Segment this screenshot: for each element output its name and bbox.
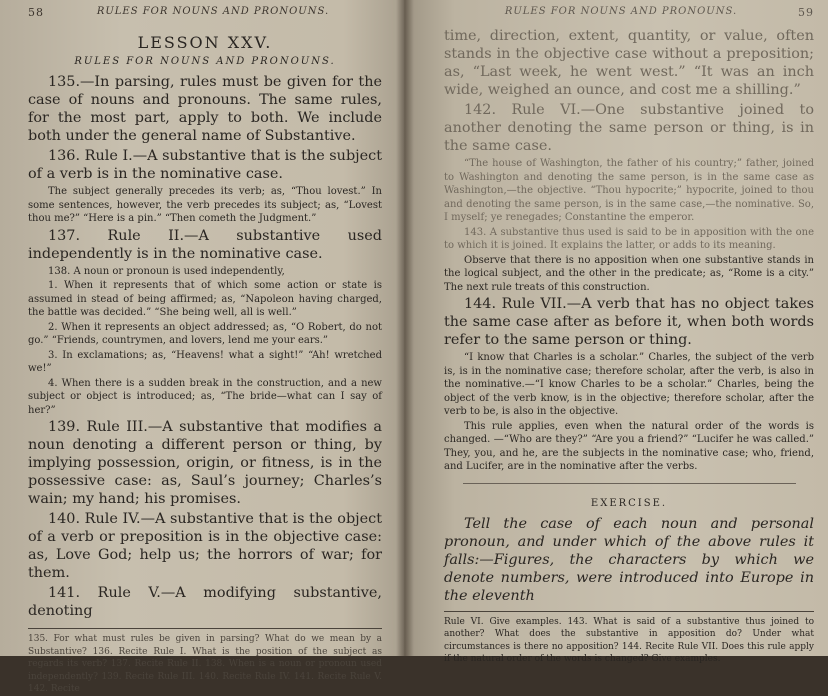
left-running-title: RULES FOR NOUNS AND PRONOUNS.: [96, 6, 330, 17]
footnote-divider: [444, 611, 814, 612]
left-paragraph: 139. Rule III.—A substantive that modifies a noun denoting a different person or thing, by implying possession, origin, or fitness, is in the possessive case: as, Saul’s journey; Charles’s wain; my hand; his promises.: [28, 419, 382, 507]
right-paragraph: 142. Rule VI.—One substantive joined to another denoting the same person or thing, is in the same case.: [444, 102, 814, 154]
right-paragraph: This rule applies, even when the natural order of the words is changed. —“Who are they?” “Are you a friend?” “Lucifer he was called.” They, you, and he, are the subjects in the nominative case; who, friend, and Lucifer, are in the nominative after the verbs.: [444, 420, 814, 472]
right-footnote: Rule VI. Give examples. 143. What is said of a substantive thus joined to another? What does the substantive in apposition do? Under what circumstances is there no apposition? 144. Recite Rule VII. Does this rule apply if the natural order of the words is changed? Give examples.: [444, 616, 814, 664]
right-paragraph: Observe that there is no apposition when one substantive stands in the logical subject, and the other in the predicate; as, “Rome is a city.” The next rule treats of this construction.: [444, 254, 814, 293]
left-paragraph: 137. Rule II.—A substantive used independently is in the nominative case.: [28, 227, 382, 262]
lesson-title: LESSON XXV.: [137, 33, 273, 52]
left-page-number: 58: [28, 6, 44, 19]
exercise-divider: [463, 483, 796, 484]
left-running-head: [28, 6, 382, 19]
left-paragraph: 136. Rule I.—A substantive that is the subject of a verb is in the nominative case.: [28, 148, 382, 182]
right-paragraph: time, direction, extent, quantity, or value, often stands in the objective case without a preposition; as, “Last week, he went west.” “It was an inch wide, weighed an ounce, and cost me a shilling.”: [444, 28, 814, 98]
left-paragraph: 4. When there is a sudden break in the construction, and a new subject or object is introduced; as, “The bride—what can I say of her?”: [28, 377, 382, 416]
exercise-text: Tell the case of each noun and personal pronoun, and under which of the above rules it falls:—Figures, the characters by which we denote numbers, were introduced into Europe in the eleventh: [444, 515, 814, 604]
book-gutter: [396, 0, 414, 656]
right-running-title: RULES FOR NOUNS AND PRONOUNS.: [504, 6, 738, 17]
right-running-head: [444, 6, 814, 19]
left-paragraph: The subject generally precedes its verb; as, “Thou lovest.” In some sentences, however, the verb precedes its subject; as, “Lovest thou me?” “Here is a pin.” “Then cometh the Judgment.”: [28, 186, 382, 224]
right-page-number: 59: [797, 6, 814, 19]
left-page: [0, 0, 404, 694]
left-paragraph: 3. In exclamations; as, “Heavens! what a sight!” “Ah! wretched we!”: [28, 349, 382, 374]
right-body-text: [444, 27, 814, 475]
left-paragraph: 135.—In parsing, rules must be given for the case of nouns and pronouns. The same rules, for the most part, apply to both. We include both under the general name of Substantive.: [28, 74, 382, 144]
right-paragraph: 144. Rule VII.—A verb that has no object takes the same case after as before it, when both words refer to the same person or thing.: [444, 296, 814, 348]
left-footnote: 135. For what must rules be given in parsing? What do we mean by a Substantive? 136. Recite Rule I. What is the position of the subject as regards its verb? 137. Recite Rule II. 138. When is a noun or pronoun used independently? 139. Recite Rule III. 140. Recite Rule IV. 141. Recite Rule V. 142. Recite: [28, 634, 382, 694]
right-paragraph: “The house of Washington, the father of his country;” father, joined to Washington and denoting the same person, is in the same case as Washington,—the objective. “Thou hypocrite;” hypocrite, joined to thou and denoting the same person, is in the same case,—the nominative. So, I myself; ye renegades; Constantine the emperor.: [444, 158, 814, 223]
left-paragraph: 1. When it represents that of which some action or state is assumed in stead of being affirmed; as, “Napoleon having charged, the battle was decided.” “She being well, all is well.”: [28, 280, 382, 318]
right-page: [404, 0, 828, 664]
left-paragraph: 138. A noun or pronoun is used independently,: [48, 265, 285, 277]
left-paragraph: 140. Rule IV.—A substantive that is the object of a verb or preposition is in the objective case: as, Love God; help us; the horrors of war; for them.: [28, 511, 382, 581]
left-paragraph: 2. When it represents an object addressed; as, “O Robert, do not go.” “Friends, countrymen, and lovers, lend me your ears.”: [28, 321, 382, 346]
left-paragraph: 141. Rule V.—A modifying substantive, denoting: [28, 585, 382, 619]
lesson-subtitle: RULES FOR NOUNS AND PRONOUNS.: [74, 56, 336, 67]
right-paragraph: “I know that Charles is a scholar.” Charles, the subject of the verb is, is in the nominative case; therefore scholar, after the verb, is also in the nominative.—“I know Charles to be a scholar.” Charles, being the object of the verb know, is in the objective; therefore scholar, after the verb to be, is also in the objective.: [444, 352, 814, 417]
right-paragraph: 143. A substantive thus used is said to be in apposition with the one to which it is joined. It explains the latter, or adds to its meaning.: [444, 226, 814, 251]
footnote-divider: [28, 628, 382, 629]
exercise-heading: EXERCISE.: [590, 497, 668, 509]
left-body-text: [28, 73, 382, 622]
